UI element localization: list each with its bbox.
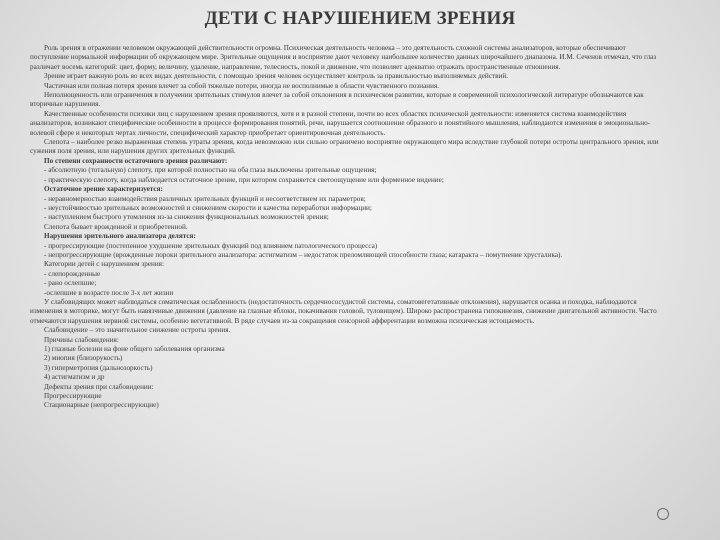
list-item: Прогрессирующие [44,392,102,401]
list-item: - наступлением быстрого утомления из-за снижения функциональных возможностей зрения; [44,213,329,222]
list-item: - слепорожденные [44,269,101,278]
paragraph: Причины слабовидения: [44,335,119,344]
paragraph: Категории детей с нарушением зрения: [44,260,164,269]
list-item: 4) астигматизм и др [44,373,105,382]
list-item: -ослепшие в возрасте после 3-х лет жизни [44,288,174,297]
paragraph: Неполноценность или ограничения в получении зрительных стимулов влечет за собой отклонения в психическом развитии, которые в современной психологической литературе обозначаются как вторичные нарушения. [30,91,644,109]
list-item: - прогрессирующие (постепенное ухудшение зрительных функций под влиянием патологического процесса) [44,241,378,250]
paragraph: Слепота бывает врожденной и приобретенной. [44,222,188,231]
list-item: - практическую слепоту, когда наблюдается остаточное зрение, при котором сохраняется светоощущение или форменное видение; [44,175,444,184]
list-item: - непрогрессирующие (врожденные пороки зрительного анализатора: астигматизм – недостаток преломляющей способности глаза; катаракта – помутнение хрусталика). [44,250,563,259]
page-title: ДЕТИ С НАРУШЕНИЕМ ЗРЕНИЯ [204,8,516,29]
paragraph: Качественные особенности психики лиц с нарушением зрения проявляются, хотя и в разной степени, почти во всех областях психической деятельности: изменяется система взаимодействия анализаторов, возникают специфические особенности в процессе формирования понятий, речи, нарушается соотношение образного и понятийного мышления, наблюдаются изменения в эмоционально-волевой сфере и некоторых чертах личности, специфический характер приобретает ориентировочная деятельность. [30,109,651,137]
paragraph: Дефекты зрения при слабовидении: [44,382,154,391]
subheading: Остаточное зрение характеризуется: [44,185,163,194]
list-item: - абсолютную (тотальную) слепоту, при которой полностью на оба глаза выключены зрительные ощущения; [44,166,377,175]
paragraph: Частичная или полная потеря зрения влечет за собой тяжелые потери, иногда не восполнимые в области чувственного познания. [44,81,440,90]
list-item: Стационарные (непрогрессирующие) [44,401,159,410]
list-item: 2) миопия (близорукость) [44,354,123,363]
subheading: Нарушения зрительного анализатора делятся: [44,232,196,241]
subheading: По степени сохранности остаточного зрения различают: [44,156,228,165]
document-body [30,44,666,538]
list-item: 3) гиперметропия (дальнозоркость) [44,363,153,372]
paragraph: Зрение играет важную роль во всех видах деятельности, с помощью зрения человек осуществляет контроль за правильностью выполняемых действий. [44,72,508,81]
paragraph: Слепота – наиболее резко выраженная степень утраты зрения, когда невозможно или сильно ограничено восприятие окружающего мира вследствие глубокой потери остроты центрального зрения, или сужения поля зрения, или нарушения других зрительных функций. [30,138,659,156]
paragraph: У слабовидящих может наблюдаться соматическая ослабленность (недостаточность сердечнососудистой системы, соматовегетативные отклонения), нарушается осанка и походка, наблюдаются изменения в моторике, могут быть навязчивые движения (давление на глазные яблоки, покачивания головой, туловищем). Широко распространена гипокинезия, снижение двигательной активности. Часто отмечаются нарушения нервной системы, особенно вегетативной. В ряде случаев из-за сокращения сенсорной афферентации возможна психическая истощаемость. [30,297,657,325]
list-item: - неустойчивостью зрительных возможностей и снижением скорости и качества переработки информации; [44,203,372,212]
paragraph: Слабовидение – это значительное снижение остроты зрения. [44,326,231,335]
list-item: - неравномерностью взаимодействия различных зрительных функций и несоответствием их параметров; [44,194,366,203]
circle-icon [657,508,669,520]
list-item: - рано ослепшие; [44,279,97,288]
paragraph: Роль зрения в отражении человеком окружающей действительности огромна. Психическая деятельность человека – это деятельность сложной системы анализаторов, которые обеспечивают поступление нормальной информации об окружающем мире. Зрительные ощущения и восприятие дают человеку наибольшее количество данных широчайшего диапазона. И.М. Сеченов отмечал, что глаз различает восемь категорий: цвет, форму, величину, удаление, направление, телесность, покой и движение, что позволяет адекватно отражать пространственные отношения. [30,44,657,71]
list-item: 1) глазные болезни на фоне общего заболевания организма [44,345,225,353]
